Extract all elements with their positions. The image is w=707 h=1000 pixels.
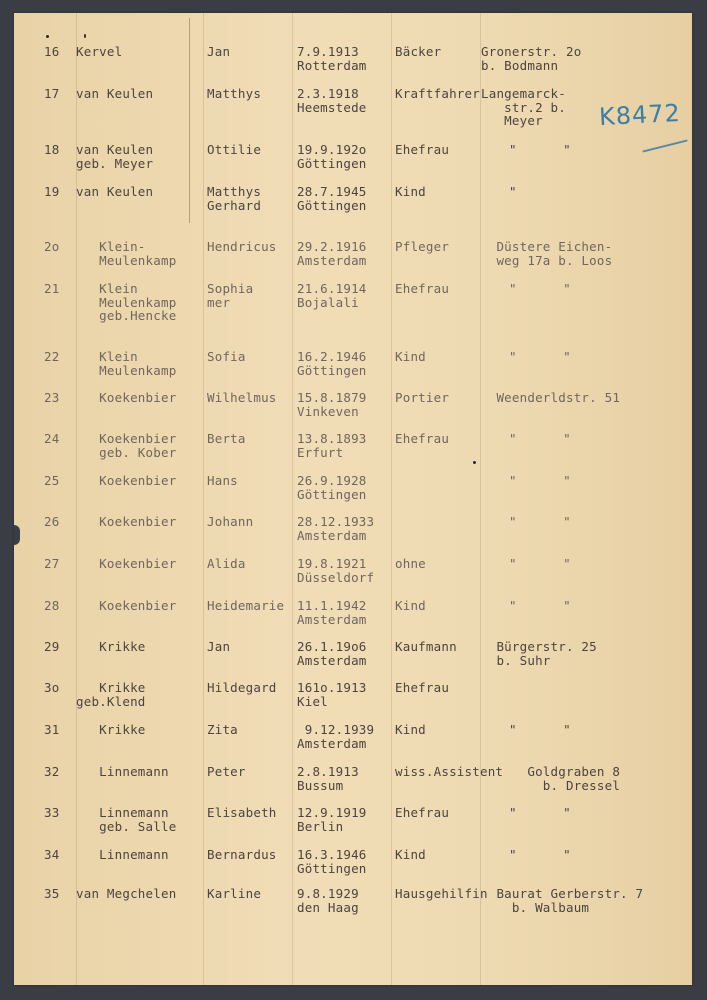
column-rule (480, 13, 481, 985)
occupation: Hausgehilfin (395, 886, 488, 901)
birth-date-place: 19.9.192o Göttingen (297, 142, 367, 171)
given-name: Berta (207, 431, 246, 446)
entry-number: 21 (44, 281, 60, 296)
given-name: Zita (207, 722, 238, 737)
birth-date-place: 28.7.1945 Göttingen (297, 184, 367, 213)
entry-number: 25 (44, 473, 60, 488)
paper-notch (14, 525, 20, 545)
surname: van Keulen (76, 86, 154, 101)
surname: Klein Meulenkamp geb.Hencke (99, 281, 177, 323)
surname: Koekenbier (76, 473, 177, 488)
occupation: Kind (395, 722, 426, 737)
birth-date-place: 26.1.19o6 Amsterdam (297, 639, 367, 668)
address: " " (509, 431, 571, 446)
surname: Linnemann geb. Salle (99, 805, 177, 834)
surname: van Keulen (76, 184, 154, 199)
given-name: Wilhelmus (207, 390, 277, 405)
document-page (14, 13, 692, 985)
surname: van Megchelen (76, 886, 177, 901)
occupation: Ehefrau (395, 281, 450, 296)
handwritten-reference-mark: K8472 (598, 98, 682, 132)
occupation: Kaufmann (395, 639, 457, 654)
occupation: Kind (395, 349, 426, 364)
entry-number: 27 (44, 556, 60, 571)
occupation: Ehefrau (395, 680, 450, 695)
birth-date-place: 11.1.1942 Amsterdam (297, 598, 367, 627)
occupation: Ehefrau (395, 431, 450, 446)
given-name: Matthys Gerhard (207, 184, 262, 213)
birth-date-place: 13.8.1893 Erfurt (297, 431, 367, 460)
address: Bürgerstr. 25 b. Suhr (496, 639, 597, 668)
entry-number: 23 (44, 390, 60, 405)
address: " " (509, 556, 571, 571)
birth-date-place: 16.3.1946 Göttingen (297, 847, 367, 876)
given-name: Sofia (207, 349, 246, 364)
address: Baurat Gerberstr. 7 b. Walbaum (496, 886, 644, 915)
surname: Krikke (76, 639, 146, 654)
surname: Kervel (76, 44, 123, 59)
address: " " (509, 598, 571, 613)
ink-dot (84, 34, 86, 38)
given-name: Jan (207, 639, 231, 654)
occupation: Kind (395, 184, 426, 199)
birth-date-place: 2.8.1913 Bussum (297, 764, 359, 793)
surname: Koekenbier geb. Kober (99, 431, 177, 460)
entry-number: 24 (44, 431, 60, 446)
birth-date-place: 28.12.1933 Amsterdam (297, 514, 375, 543)
birth-date-place: 26.9.1928 Göttingen (297, 473, 367, 502)
ink-dot (46, 35, 49, 38)
birth-date-place: 9.12.1939 Amsterdam (297, 722, 375, 751)
entry-number: 33 (44, 805, 60, 820)
entry-number: 28 (44, 598, 60, 613)
birth-date-place: 7.9.1913 Rotterdam (297, 44, 367, 73)
address: " " (509, 805, 571, 820)
entry-number: 34 (44, 847, 60, 862)
entry-number: 3o (44, 680, 60, 695)
entry-number: 29 (44, 639, 60, 654)
surname: Klein Meulenkamp (99, 349, 177, 378)
surname: Krikke (76, 722, 146, 737)
address: " " (509, 847, 571, 862)
birth-date-place: 16.2.1946 Göttingen (297, 349, 367, 378)
birth-date-place: 12.9.1919 Berlin (297, 805, 367, 834)
birth-date-place: 2.3.1918 Heemstede (297, 86, 367, 115)
entry-number: 35 (44, 886, 60, 901)
occupation: Kind (395, 598, 426, 613)
occupation: Ehefrau (395, 805, 450, 820)
address: Düstere Eichen- weg 17a b. Loos (496, 239, 613, 268)
birth-date-place: 9.8.1929 den Haag (297, 886, 359, 915)
entry-number: 18 (44, 142, 60, 157)
address: " " (509, 722, 571, 737)
occupation: Kraftfahrer (395, 86, 480, 101)
entry-number: 17 (44, 86, 60, 101)
given-name: Hildegard (207, 680, 277, 695)
surname: Koekenbier (76, 556, 177, 571)
address: " " (509, 142, 571, 157)
given-name: Johann (207, 514, 254, 529)
given-name: Hans (207, 473, 238, 488)
surname: Linnemann (76, 764, 169, 779)
entry-number: 16 (44, 44, 60, 59)
column-rule (292, 13, 293, 985)
given-name: Karline (207, 886, 262, 901)
address: Langemarck- str.2 b. Meyer (481, 86, 566, 128)
given-name: Elisabeth (207, 805, 277, 820)
entry-number: 31 (44, 722, 60, 737)
birth-date-place: 21.6.1914 Bojalali (297, 281, 367, 310)
birth-date-place: 29.2.1916 Amsterdam (297, 239, 367, 268)
occupation: ohne (395, 556, 426, 571)
surname: Linnemann (76, 847, 169, 862)
given-name: Heidemarie (207, 598, 285, 613)
surname: Koekenbier (76, 514, 177, 529)
occupation: Kind (395, 847, 426, 862)
given-name: Bernardus (207, 847, 277, 862)
birth-date-place: 161o.1913 Kiel (297, 680, 367, 709)
address: " " (509, 281, 571, 296)
given-name: Peter (207, 764, 246, 779)
entry-number: 22 (44, 349, 60, 364)
address: Gronerstr. 2o b. Bodmann (481, 44, 582, 73)
surname: Krikke geb.Klend (76, 680, 146, 709)
given-name: Alida (207, 556, 246, 571)
occupation: Portier (395, 390, 450, 405)
address: " (509, 184, 517, 199)
occupation: Ehefrau (395, 142, 450, 157)
surname: van Keulen geb. Meyer (76, 142, 154, 171)
given-name: Ottilie (207, 142, 262, 157)
birth-date-place: 15.8.1879 Vinkeven (297, 390, 367, 419)
address: " " (509, 473, 571, 488)
address: " " (509, 514, 571, 529)
address: " " (509, 349, 571, 364)
occupation: wiss.Assistent (395, 764, 504, 779)
entry-number: 2o (44, 239, 60, 254)
given-name: Hendricus (207, 239, 277, 254)
given-name: Matthys (207, 86, 262, 101)
surname: Klein- Meulenkamp (99, 239, 177, 268)
entry-number: 19 (44, 184, 60, 199)
ink-dot (473, 461, 476, 464)
occupation: Bäcker (395, 44, 442, 59)
entry-number: 32 (44, 764, 60, 779)
address: Goldgraben 8 b. Dressel (527, 764, 621, 793)
surname: Koekenbier (76, 390, 177, 405)
surname: Koekenbier (76, 598, 177, 613)
birth-date-place: 19.8.1921 Düsseldorf (297, 556, 375, 585)
given-name: Jan (207, 44, 231, 59)
occupation: Pfleger (395, 239, 450, 254)
entry-number: 26 (44, 514, 60, 529)
given-name: Sophia mer (207, 281, 254, 310)
address: Weenderldstr. 51 (481, 390, 621, 405)
